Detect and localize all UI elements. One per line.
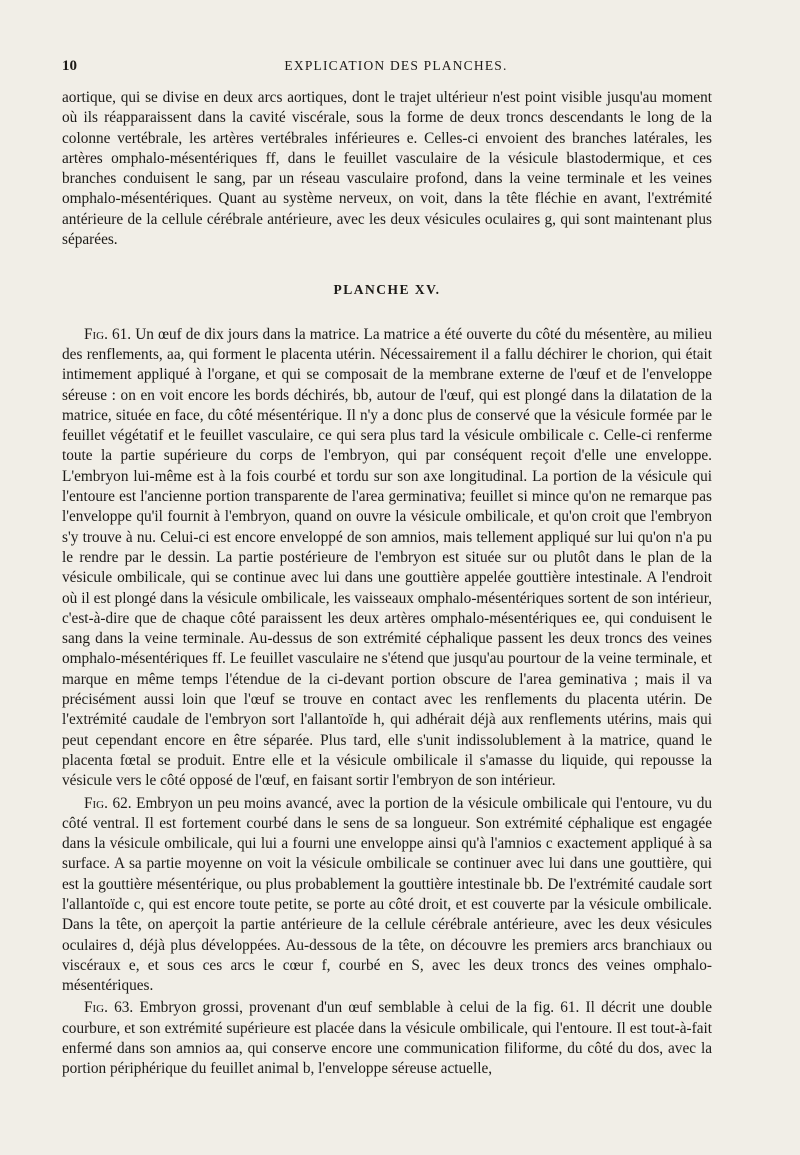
- figure-62-paragraph: [62, 794, 712, 997]
- figure-61-text: Un œuf de dix jours dans la matrice. La matrice a été ouverte du côté du mésentère, au milieu des renflements, aa, qui forment le placenta utérin. Nécessairement il a fallu déchirer le chorion, qui était intimement appliqué à l'organe, et qui se composait de la membrane externe de l'œuf et de l'enveloppe séreuse : on en voit encore les bords déchirés, bb, autour de l'œuf, qui est plongé dans la dilatation de la matrice, située en face, du côté mésentérique. Il n'y a donc plus de conservé que la vésicule formée par le feuillet végétatif et le feuillet vasculaire, ce qui sera plus tard la vésicule ombilicale c. Celle-ci renferme toute la partie supérieure du corps de l'embryon, qui par conséquent reçoit d'elle une enveloppe. L'embryon lui-même est à la fois courbé et tordu sur son axe longitudinal. La portion de la vésicule qui l'entoure est l'ancienne portion transparente de l'area germinativa; feuillet si mince qu'on ne remarque pas l'enveloppe qu'il fournit à l'embryon, quand on ouvre la vésicule ombilicale, et qu'on croit que l'embryon s'y trouve à nu. Celui-ci est encore enveloppé de son amnios, mais tellement appliqué sur lui qu'on n'a pu le rendre par le dessin. La partie postérieure de l'embryon est située sur ou plutôt dans le plan de la vésicule ombilicale, qui se continue avec lui dans une gouttière appelée gouttière intestinale. A l'endroit où il est plongé dans la vésicule ombilicale, les vaisseaux omphalo-mésentériques sortent de son intérieur, c'est-à-dire que de chaque côté paraissent les deux artères omphalo-mésentériques ee, qui conduisent le sang dans la veine terminale. Au-dessus de son extrémité céphalique passent les deux troncs des veines omphalo-mésentériques ff. Le feuillet vasculaire ne s'étend que jusqu'au pourtour de la veine terminale, et marque en même temps l'étendue de la ci-devant portion obscure de l'area geminativa ; mais il va précisément aussi loin que l'œuf se trouve en contact avec les renflements du placenta utérin. De l'extrémité caudale de l'embryon sort l'allantoïde h, qui adhérait déjà aux renflements utérins, mais qui peut cependant encore en être séparée. Plus tard, elle s'unit indissolublement à la matrice, quand le placenta fœtal se produit. Entre elle et la vésicule ombilicale il s'amasse du liquide, qui repousse la vésicule vers le côté opposé de l'œuf, en faisant sortir l'embryon de son intérieur.: [62, 325, 712, 790]
- plate-heading: PLANCHE XV.: [333, 282, 441, 298]
- figure-61-label: Fig. 61.: [84, 325, 132, 343]
- figure-62-text: Embryon un peu moins avancé, avec la portion de la vésicule ombilicale qui l'entoure, vu du côté ventral. Il est fortement courbé dans le sens de sa longueur. Son extrémité céphalique est engagée dans la vésicule ombilicale, qui lui a fourni une enveloppe ainsi qu'à l'amnios c exactement appliqué à sa surface. A sa partie moyenne on voit la vésicule ombilicale se continuer avec lui dans une gouttière, qui est la gouttière mésentérique, ou plus probablement la gouttière intestinale bb. De l'extrémité caudale sort l'allantoïde c, qui est encore toute petite, se porte au côté droit, et est couverte par la vésicule ombilicale. Dans la tête, on aperçoit la partie antérieure de la cellule cérébrale antérieure, avec les deux vésicules oculaires d, déjà plus développées. Au-dessous de la tête, on découvre les premiers arcs branchiaux ou viscéraux e, et sous ces arcs le cœur f, courbé en S, avec les deux troncs des veines omphalo-mésentériques.: [62, 794, 712, 995]
- figure-63-paragraph: [62, 998, 712, 1079]
- page-number: 10: [62, 58, 77, 74]
- figure-63-text: Embryon grossi, provenant d'un œuf semblable à celui de la fig. 61. Il décrit une double courbure, et son extrémité supérieure est placée dans la vésicule ombilicale, qui l'entoure. Il est tout-à-fait enfermé dans son amnios aa, qui conserve encore une communication filiforme, du côté du dos, avec la portion périphérique du feuillet animal b, l'enveloppe séreuse actuelle,: [62, 999, 712, 1078]
- running-title: EXPLICATION DES PLANCHES.: [284, 58, 508, 73]
- intro-paragraph: aortique, qui se divise en deux arcs aortiques, dont le trajet ultérieur n'est point visible jusqu'au moment où ils réapparaissent dans la cavité viscérale, sous la forme de deux troncs descendants le long de la colonne vertébrale, les artères vertébrales inférieures e. Celles-ci envoient des branches latérales, les artères omphalo-mésentériques ff, dans le feuillet vasculaire de la vésicule blastodermique, et ces branches conduisent le sang, par un réseau vasculaire profond, dans la veine terminale et les veines omphalo-mésentériques. Quant au système nerveux, on voit, dans la tête fléchie en avant, l'extrémité antérieure de la cellule cérébrale antérieure, avec les deux vésicules oculaires g, qui sont maintenant plus séparées.: [62, 89, 712, 249]
- figure-61-paragraph: [62, 325, 712, 792]
- figure-62-label: Fig. 62.: [84, 794, 132, 812]
- running-header: [62, 58, 712, 82]
- figure-63-label: Fig. 63.: [84, 999, 134, 1017]
- body-text: [62, 88, 712, 1080]
